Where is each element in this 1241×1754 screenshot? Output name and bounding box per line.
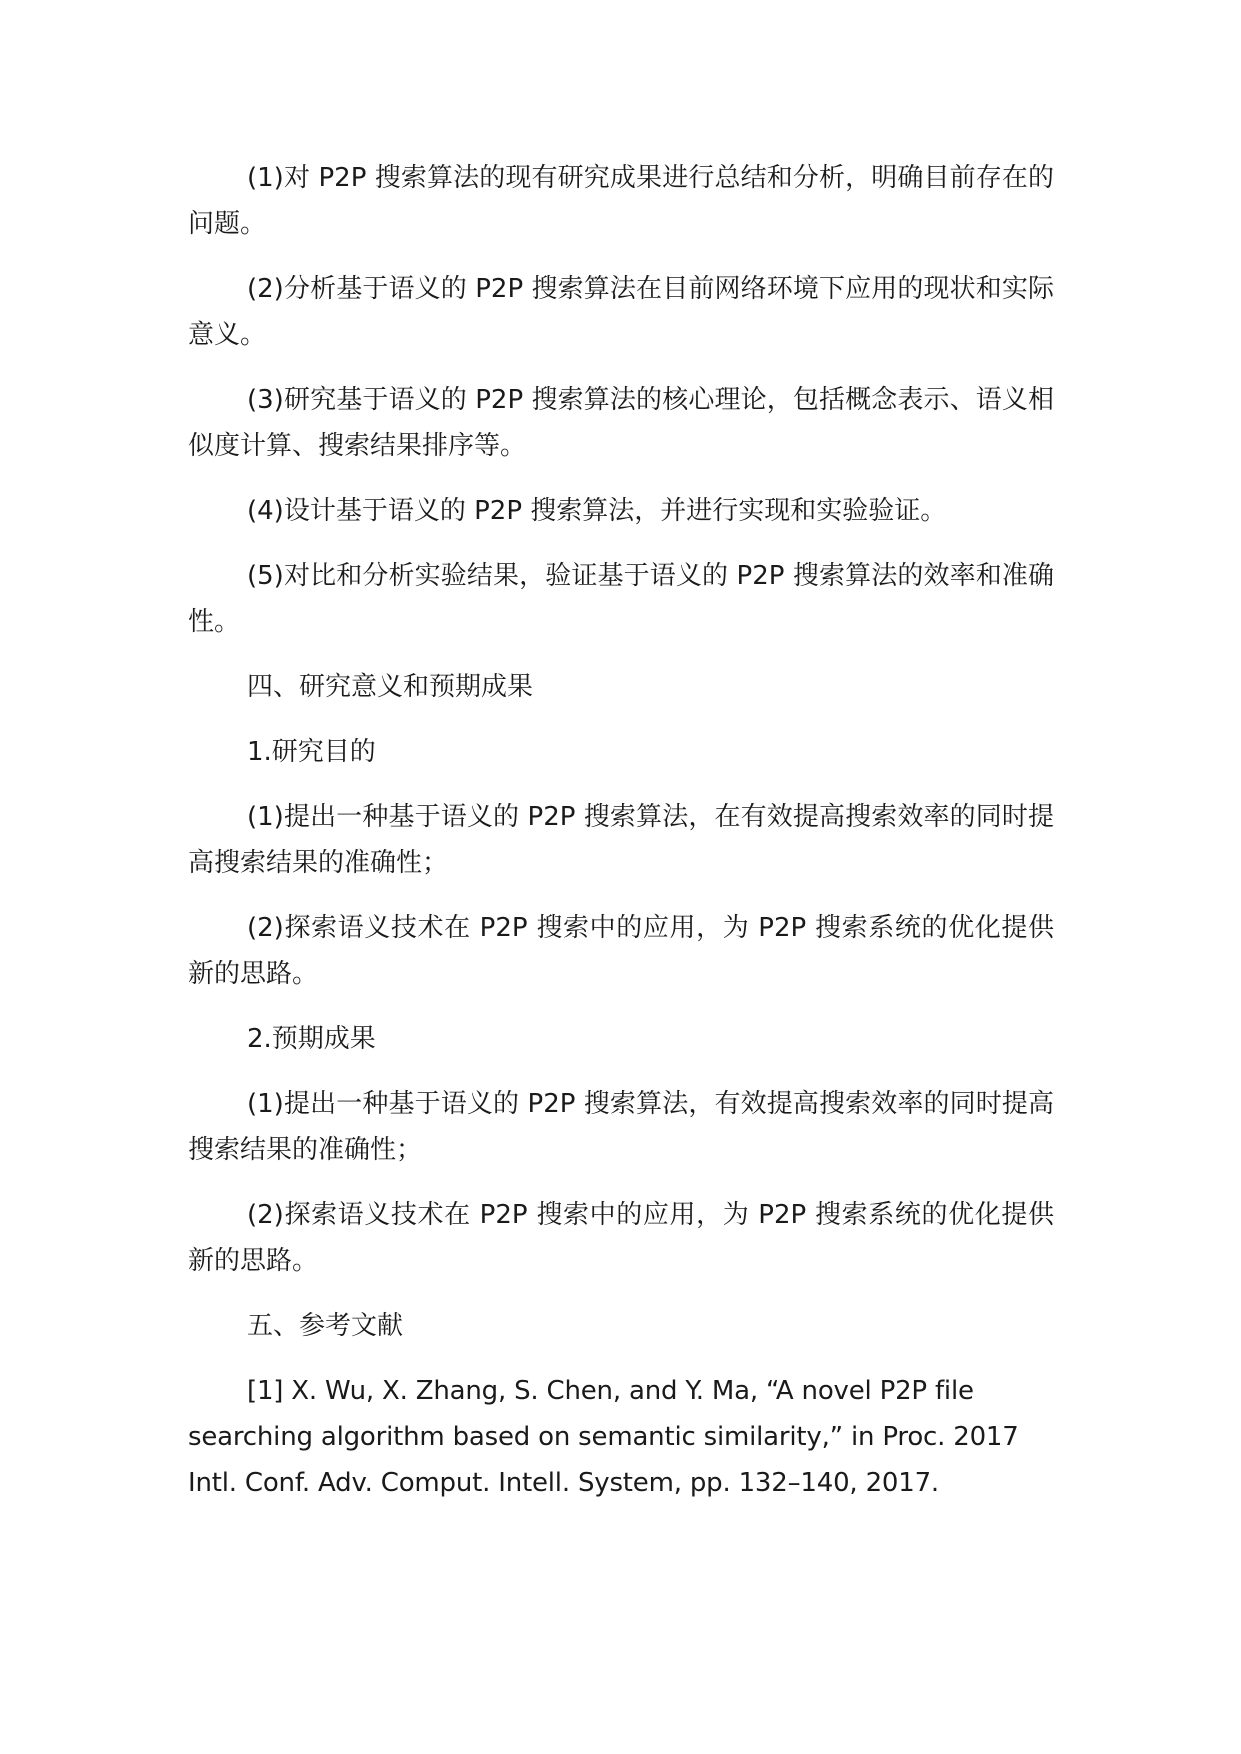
subsection-heading-outcomes: 2.预期成果 (247, 1024, 376, 1054)
research-content-item-5: (5)对比和分析实验结果，验证基于语义的 P2P 搜索算法的效率和准确性。 (188, 561, 1054, 637)
subsection-heading-purpose: 1.研究目的 (247, 737, 376, 767)
research-content-item-2: (2)分析基于语义的 P2P 搜索算法在目前网络环境下应用的现状和实际意义。 (188, 274, 1054, 350)
outcome-item-1: (1)提出一种基于语义的 P2P 搜索算法，有效提高搜索效率的同时提高搜索结果的准确性； (188, 1089, 1054, 1165)
research-content-item-3: (3)研究基于语义的 P2P 搜索算法的核心理论，包括概念表示、语义相似度计算、搜索结果排序等。 (188, 385, 1054, 461)
section-heading-references: 五、参考文献 (247, 1311, 404, 1341)
research-content-item-1: (1)对 P2P 搜索算法的现有研究成果进行总结和分析，明确目前存在的问题。 (188, 163, 1054, 239)
purpose-item-2: (2)探索语义技术在 P2P 搜索中的应用，为 P2P 搜索系统的优化提供新的思路。 (188, 913, 1054, 989)
outcome-item-2: (2)探索语义技术在 P2P 搜索中的应用，为 P2P 搜索系统的优化提供新的思路。 (188, 1200, 1054, 1276)
section-heading-significance: 四、研究意义和预期成果 (247, 672, 534, 702)
reference-entry-1: [1] X. Wu, X. Zhang, S. Chen, and Y. Ma, “A novel P2P file searching algorithm based on semantic similarity,” in Proc. 2017 Intl. Conf. Adv. Comput. Intell. System, pp. 132–140, 2017. (188, 1376, 1019, 1498)
purpose-item-1: (1)提出一种基于语义的 P2P 搜索算法，在有效提高搜索效率的同时提高搜索结果的准确性； (188, 802, 1054, 878)
document-page (188, 155, 1054, 1525)
research-content-item-4: (4)设计基于语义的 P2P 搜索算法，并进行实现和实验验证。 (247, 496, 947, 526)
